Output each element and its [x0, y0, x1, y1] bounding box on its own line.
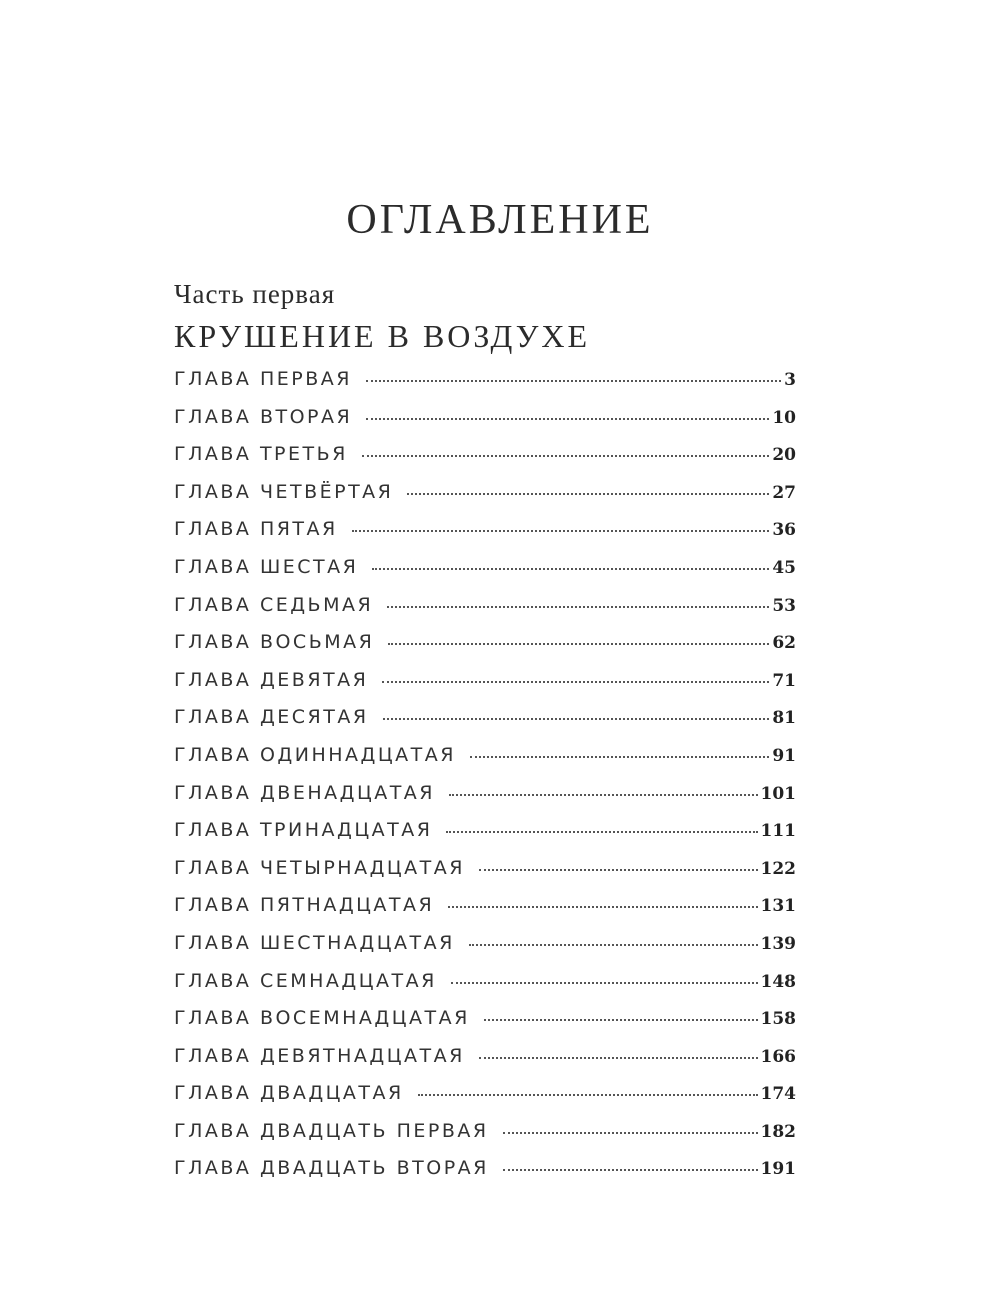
- chapter-entry[interactable]: [174, 406, 796, 444]
- chapter-title: ГЛАВА ПЯТНАДЦАТАЯ: [174, 894, 435, 917]
- chapter-page-number: 10: [772, 407, 796, 428]
- chapter-page-number: 53: [772, 595, 796, 616]
- dot-leader: [479, 869, 758, 871]
- chapter-entry[interactable]: [174, 894, 796, 932]
- dot-leader: [449, 794, 757, 796]
- chapter-page-number: 27: [772, 482, 796, 503]
- chapter-title: ГЛАВА ЧЕТЫРНАДЦАТАЯ: [174, 856, 465, 879]
- chapter-page-number: 131: [760, 896, 796, 917]
- chapter-entry[interactable]: [174, 518, 796, 556]
- chapter-page-number: 166: [760, 1046, 796, 1067]
- chapter-entry[interactable]: [174, 1082, 796, 1120]
- dot-leader: [388, 643, 769, 645]
- part-label: Часть первая: [174, 279, 336, 309]
- dot-leader: [387, 606, 769, 608]
- dot-leader: [448, 906, 757, 908]
- chapter-title: ГЛАВА ДЕВЯТАЯ: [174, 668, 369, 691]
- chapter-title: ГЛАВА ЧЕТВЁРТАЯ: [174, 480, 394, 503]
- chapter-entry[interactable]: [174, 631, 796, 669]
- dot-leader: [484, 1019, 758, 1021]
- chapter-title: ГЛАВА ПЕРВАЯ: [174, 368, 352, 390]
- chapter-page-number: 101: [760, 783, 796, 804]
- chapter-entry[interactable]: [174, 1007, 796, 1045]
- chapter-title: ГЛАВА СЕДЬМАЯ: [174, 593, 374, 616]
- chapter-page-number: 36: [772, 520, 796, 541]
- chapter-entry[interactable]: [174, 857, 796, 895]
- chapter-title: ГЛАВА ОДИННАДЦАТАЯ: [174, 743, 456, 766]
- chapter-title: ГЛАВА ДЕСЯТАЯ: [174, 706, 369, 729]
- chapter-page-number: 3: [784, 370, 796, 390]
- dot-leader: [383, 718, 770, 720]
- chapter-title: ГЛАВА ТРИНАДЦАТАЯ: [174, 819, 433, 842]
- chapter-page-number: 148: [760, 971, 796, 992]
- chapter-entry[interactable]: [174, 932, 796, 970]
- chapter-page-number: 81: [772, 708, 796, 729]
- chapter-entry[interactable]: [174, 368, 796, 406]
- dot-leader: [366, 418, 769, 420]
- chapter-page-number: 182: [760, 1121, 796, 1142]
- dot-leader: [470, 756, 769, 758]
- dot-leader: [503, 1169, 758, 1171]
- chapter-page-number: 20: [772, 445, 796, 466]
- dot-leader: [407, 493, 769, 495]
- dot-leader: [451, 982, 758, 984]
- chapter-entry[interactable]: [174, 443, 796, 481]
- chapter-title: ГЛАВА ВТОРАЯ: [174, 405, 353, 428]
- chapter-entry[interactable]: [174, 481, 796, 519]
- dot-leader: [418, 1094, 758, 1096]
- chapter-entry[interactable]: [174, 782, 796, 820]
- chapter-entry[interactable]: [174, 1120, 796, 1158]
- chapter-title: ГЛАВА СЕМНАДЦАТАЯ: [174, 969, 437, 992]
- dot-leader: [382, 681, 769, 683]
- chapter-entry[interactable]: [174, 706, 796, 744]
- chapter-title: ГЛАВА ТРЕТЬЯ: [174, 443, 348, 466]
- chapter-title: ГЛАВА ДВАДЦАТЬ ПЕРВАЯ: [174, 1119, 489, 1142]
- chapter-entry[interactable]: [174, 669, 796, 707]
- dot-leader: [366, 380, 781, 382]
- chapter-title: ГЛАВА ДЕВЯТНАДЦАТАЯ: [174, 1044, 465, 1067]
- chapter-page-number: 122: [760, 858, 796, 879]
- chapter-title: ГЛАВА ВОСЬМАЯ: [174, 631, 375, 654]
- chapter-entry[interactable]: [174, 1157, 796, 1195]
- chapter-page-number: 191: [760, 1159, 796, 1180]
- chapter-title: ГЛАВА ШЕСТАЯ: [174, 555, 359, 578]
- chapter-title: ГЛАВА ПЯТАЯ: [174, 518, 338, 541]
- part-title: КРУШЕНИЕ В ВОЗДУХЕ: [174, 318, 590, 354]
- chapter-page-number: 139: [760, 933, 796, 954]
- chapter-entry[interactable]: [174, 819, 796, 857]
- dot-leader: [479, 1057, 758, 1059]
- dot-leader: [372, 568, 769, 570]
- chapter-page-number: 62: [772, 633, 796, 654]
- chapter-entry[interactable]: [174, 594, 796, 632]
- chapter-entry[interactable]: [174, 1045, 796, 1083]
- chapter-page-number: 45: [772, 557, 796, 578]
- chapter-title: ГЛАВА ВОСЕМНАДЦАТАЯ: [174, 1007, 470, 1030]
- dot-leader: [469, 944, 758, 946]
- dot-leader: [362, 455, 769, 457]
- chapter-entry[interactable]: [174, 556, 796, 594]
- chapter-title: ГЛАВА ДВАДЦАТЬ ВТОРАЯ: [174, 1157, 489, 1180]
- chapter-page-number: 71: [772, 670, 796, 691]
- chapter-page-number: 174: [760, 1084, 796, 1105]
- chapter-title: ГЛАВА ДВЕНАДЦАТАЯ: [174, 781, 436, 804]
- chapter-entry[interactable]: [174, 744, 796, 782]
- chapter-page-number: 111: [760, 821, 796, 842]
- dot-leader: [503, 1132, 758, 1134]
- page-title: ОГЛАВЛЕНИЕ: [346, 197, 654, 243]
- chapter-page-number: 91: [772, 745, 796, 766]
- chapter-page-number: 158: [760, 1009, 796, 1030]
- chapter-title: ГЛАВА ДВАДЦАТАЯ: [174, 1082, 404, 1105]
- chapter-title: ГЛАВА ШЕСТНАДЦАТАЯ: [174, 931, 455, 954]
- chapter-entry[interactable]: [174, 970, 796, 1008]
- dot-leader: [352, 530, 770, 532]
- dot-leader: [446, 831, 757, 833]
- chapter-list: [174, 368, 796, 1195]
